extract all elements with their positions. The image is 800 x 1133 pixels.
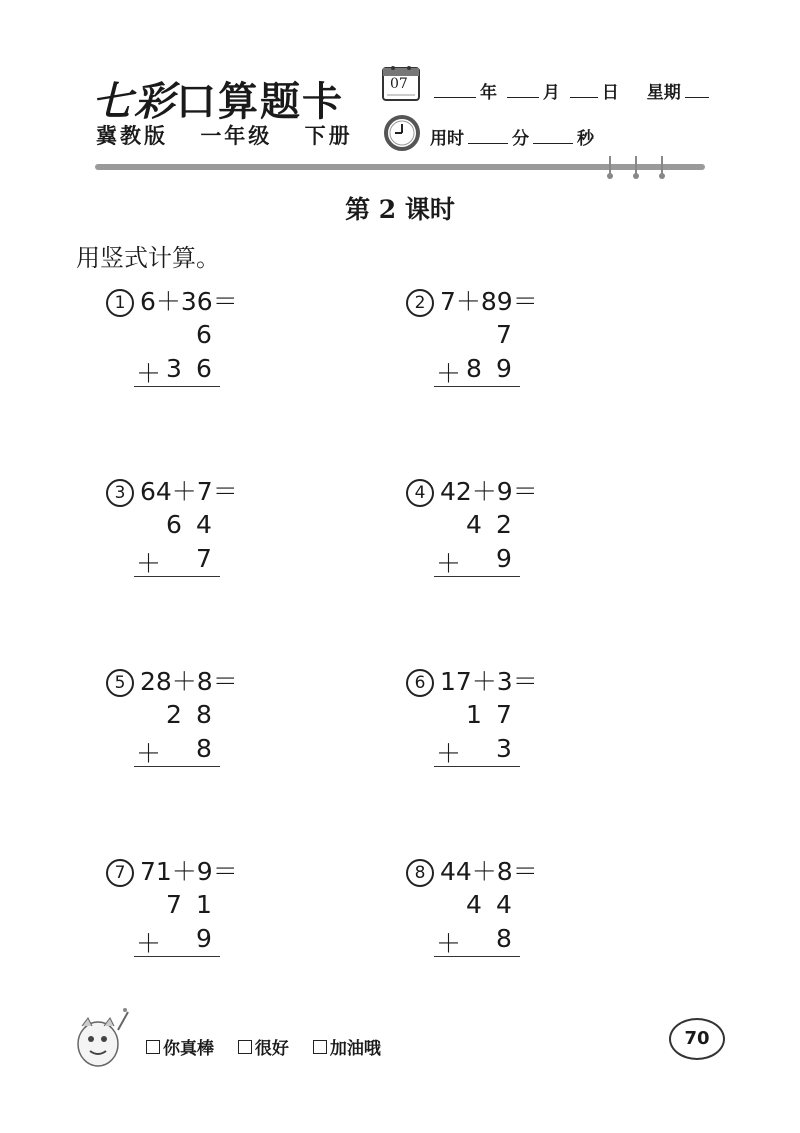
plus-sign: ＋ [136, 549, 162, 578]
problem-6 [406, 662, 666, 802]
vertical-bottom-row [106, 924, 226, 956]
equation-text: 71＋9＝ [140, 857, 238, 886]
top-ones-digit: 8 [196, 700, 212, 729]
calendar-day: 07 [390, 76, 408, 92]
problem-number: 1 [106, 289, 134, 317]
seconds-blank[interactable] [533, 129, 573, 144]
month-blank[interactable] [507, 83, 539, 98]
brand-title [92, 70, 344, 127]
top-tens-digit: 4 [466, 890, 482, 919]
minutes-label: 分 [512, 129, 529, 149]
plus-sign: ＋ [436, 549, 462, 578]
vertical-top-row [106, 510, 226, 542]
plus-sign: ＋ [436, 929, 462, 958]
vertical-top-row [106, 320, 226, 352]
problem-number: 2 [406, 289, 434, 317]
weekday-label: 星期 [646, 83, 681, 103]
answer-line [134, 576, 220, 577]
bottom-tens-digit: 8 [466, 354, 482, 383]
equation-text: 7＋89＝ [440, 287, 538, 316]
pin-icon [659, 156, 665, 180]
top-ones-digit: 1 [196, 890, 212, 919]
year-label: 年 [480, 83, 497, 103]
calendar-icon [381, 64, 421, 102]
answer-line [434, 576, 520, 577]
top-ones-digit: 4 [196, 510, 212, 539]
top-ones-digit: 7 [496, 700, 512, 729]
pin-icon [607, 156, 613, 180]
bottom-ones-digit: 9 [496, 354, 512, 383]
problem-equation [106, 472, 238, 508]
answer-line [134, 386, 220, 387]
problem-number: 5 [106, 669, 134, 697]
mascot-icon [70, 1004, 132, 1074]
problem-number: 8 [406, 859, 434, 887]
vertical-bottom-row [406, 354, 526, 386]
bottom-ones-digit: 3 [496, 734, 512, 763]
equation-text: 42＋9＝ [440, 477, 538, 506]
vertical-bottom-row [106, 354, 226, 386]
problem-number: 4 [406, 479, 434, 507]
plus-sign: ＋ [136, 929, 162, 958]
plus-sign: ＋ [436, 739, 462, 768]
top-tens-digit: 7 [166, 890, 182, 919]
day-label: 日 [601, 83, 619, 103]
problem-number: 6 [406, 669, 434, 697]
plus-sign: ＋ [136, 739, 162, 768]
checkbox-icon[interactable] [313, 1040, 327, 1054]
rating-option-good[interactable]: 很好 [238, 1034, 289, 1059]
answer-line [134, 766, 220, 767]
problem-2 [406, 282, 666, 422]
instruction: 用竖式计算。 [76, 244, 220, 272]
equation-text: 6＋36＝ [140, 287, 238, 316]
rating-option-keep-going[interactable]: 加油哦 [313, 1034, 381, 1059]
seconds-label: 秒 [577, 129, 594, 149]
top-tens-digit: 4 [466, 510, 482, 539]
problem-5 [106, 662, 366, 802]
vertical-bottom-row [406, 924, 526, 956]
problem-8 [406, 852, 666, 992]
time-fields [430, 124, 594, 149]
problem-equation [106, 662, 238, 698]
vertical-top-row [406, 890, 526, 922]
vertical-bottom-row [106, 734, 226, 766]
lesson-title: 第 2 课时 [345, 195, 455, 224]
brand-rest: 口算题卡 [176, 78, 344, 125]
vertical-top-row [106, 700, 226, 732]
month-label: 月 [542, 83, 560, 103]
edition-line [96, 120, 375, 150]
top-ones-digit: 6 [196, 320, 212, 349]
equation-text: 28＋8＝ [140, 667, 238, 696]
equation-text: 17＋3＝ [440, 667, 538, 696]
top-tens-digit: 2 [166, 700, 182, 729]
equation-text: 44＋8＝ [440, 857, 538, 886]
page-number: 70 [669, 1018, 725, 1060]
vertical-bottom-row [106, 544, 226, 576]
answer-line [134, 956, 220, 957]
checkbox-icon[interactable] [238, 1040, 252, 1054]
bottom-ones-digit: 9 [196, 924, 212, 953]
bottom-ones-digit: 7 [196, 544, 212, 573]
vertical-top-row [406, 510, 526, 542]
bottom-ones-digit: 9 [496, 544, 512, 573]
year-blank[interactable] [434, 83, 476, 98]
plus-sign: ＋ [436, 359, 462, 388]
answer-line [434, 386, 520, 387]
top-tens-digit: 1 [466, 700, 482, 729]
rating-options [146, 1034, 399, 1059]
bottom-ones-digit: 8 [496, 924, 512, 953]
equation-text: 64＋7＝ [140, 477, 238, 506]
time-used-label: 用时 [430, 129, 464, 149]
weekday-blank[interactable] [685, 83, 709, 98]
top-ones-digit: 4 [496, 890, 512, 919]
vertical-top-row [406, 320, 526, 352]
problem-4 [406, 472, 666, 612]
problem-equation [406, 472, 538, 508]
clock-icon [382, 112, 422, 152]
grade: 一年级 [200, 124, 273, 148]
problem-number: 7 [106, 859, 134, 887]
top-ones-digit: 7 [496, 320, 512, 349]
top-tens-digit: 6 [166, 510, 182, 539]
problem-equation [106, 852, 238, 888]
volume: 下册 [304, 124, 353, 148]
problem-equation [406, 282, 538, 318]
vertical-top-row [106, 890, 226, 922]
problem-equation [106, 282, 238, 318]
answer-line [434, 766, 520, 767]
rating-option-great[interactable]: 你真棒 [146, 1034, 214, 1059]
checkbox-icon[interactable] [146, 1040, 160, 1054]
bottom-ones-digit: 8 [196, 734, 212, 763]
problem-3 [106, 472, 366, 612]
minutes-blank[interactable] [468, 129, 508, 144]
date-fields [430, 78, 713, 103]
header-divider [95, 164, 705, 170]
problem-7 [106, 852, 366, 992]
problem-number: 3 [106, 479, 134, 507]
problem-1 [106, 282, 366, 422]
plus-sign: ＋ [136, 359, 162, 388]
bottom-tens-digit: 3 [166, 354, 182, 383]
answer-line [434, 956, 520, 957]
top-ones-digit: 2 [496, 510, 512, 539]
brand-qi: 七彩 [92, 78, 176, 125]
edition: 冀教版 [96, 124, 168, 148]
day-blank[interactable] [570, 83, 598, 98]
pin-icon [633, 156, 639, 180]
vertical-bottom-row [406, 734, 526, 766]
vertical-top-row [406, 700, 526, 732]
vertical-bottom-row [406, 544, 526, 576]
problem-equation [406, 662, 538, 698]
bottom-ones-digit: 6 [196, 354, 212, 383]
problem-equation [406, 852, 538, 888]
